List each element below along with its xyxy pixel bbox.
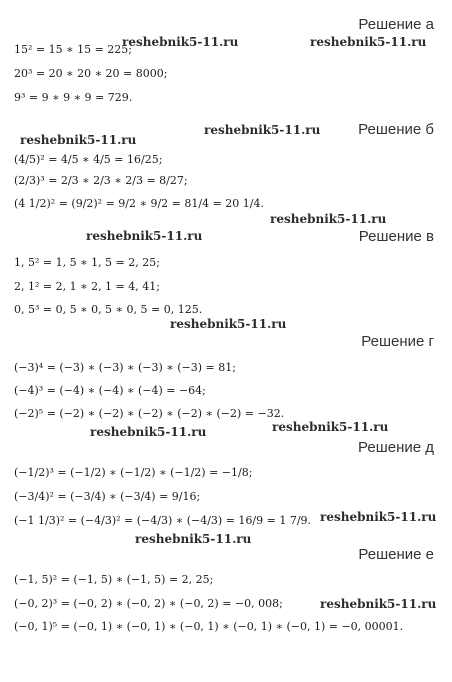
watermark: reshebnik5-11.ru [204,123,321,137]
watermark: reshebnik5-11.ru [90,425,207,439]
watermark: reshebnik5-11.ru [270,212,387,226]
solution-line-v2: 2, 1² = 2, 1 ∗ 2, 1 = 4, 41; [14,280,160,293]
watermark: reshebnik5-11.ru [86,229,203,243]
solution-line-g3: (−2)⁵ = (−2) ∗ (−2) ∗ (−2) ∗ (−2) ∗ (−2) = −32. [14,407,285,420]
solution-line-e1: (−1, 5)² = (−1, 5) ∗ (−1, 5) = 2, 25; [14,573,214,586]
solution-line-e2: (−0, 2)³ = (−0, 2) ∗ (−0, 2) ∗ (−0, 2) = −0, 008; [14,597,283,610]
solution-line-d1: (−1/2)³ = (−1/2) ∗ (−1/2) ∗ (−1/2) = −1/8; [14,466,253,479]
solution-line-a1: 15² = 15 ∗ 15 = 225; [14,43,132,56]
section-heading-a: Решение а [358,16,434,33]
solution-line-a2: 20³ = 20 ∗ 20 ∗ 20 = 8000; [14,67,168,80]
solution-line-d3: (−1 1/3)² = (−4/3)² = (−4/3) ∗ (−4/3) = 16/9 = 1 7/9. [14,514,312,527]
solution-line-v3: 0, 5³ = 0, 5 ∗ 0, 5 ∗ 0, 5 = 0, 125. [14,303,203,316]
watermark: reshebnik5-11.ru [310,35,427,49]
solution-line-g1: (−3)⁴ = (−3) ∗ (−3) ∗ (−3) ∗ (−3) = 81; [14,361,236,374]
watermark: reshebnik5-11.ru [20,133,137,147]
solution-line-a3: 9³ = 9 ∗ 9 ∗ 9 = 729. [14,91,133,104]
watermark: reshebnik5-11.ru [272,420,389,434]
section-heading-d: Решение д [358,439,434,456]
solution-line-b2: (2/3)³ = 2/3 ∗ 2/3 ∗ 2/3 = 8/27; [14,174,188,187]
solution-line-e3: (−0, 1)⁵ = (−0, 1) ∗ (−0, 1) ∗ (−0, 1) ∗ (−0, 1) ∗ (−0, 1) = −0, 00001. [14,620,404,633]
section-heading-b: Решение б [358,121,434,138]
watermark: reshebnik5-11.ru [122,35,239,49]
section-heading-v: Решение в [358,228,434,245]
watermark: reshebnik5-11.ru [320,510,437,524]
solution-line-b1: (4/5)² = 4/5 ∗ 4/5 = 16/25; [14,153,163,166]
solution-line-g2: (−4)³ = (−4) ∗ (−4) ∗ (−4) = −64; [14,384,206,397]
watermark: reshebnik5-11.ru [135,532,252,546]
watermark: reshebnik5-11.ru [170,317,287,331]
solution-line-v1: 1, 5² = 1, 5 ∗ 1, 5 = 2, 25; [14,256,160,269]
solution-line-b3: (4 1/2)² = (9/2)² = 9/2 ∗ 9/2 = 81/4 = 20 1/4. [14,197,264,210]
solution-line-d2: (−3/4)² = (−3/4) ∗ (−3/4) = 9/16; [14,490,201,503]
watermark: reshebnik5-11.ru [320,597,437,611]
section-heading-g: Решение г [361,333,434,350]
section-heading-e: Решение е [358,546,434,563]
